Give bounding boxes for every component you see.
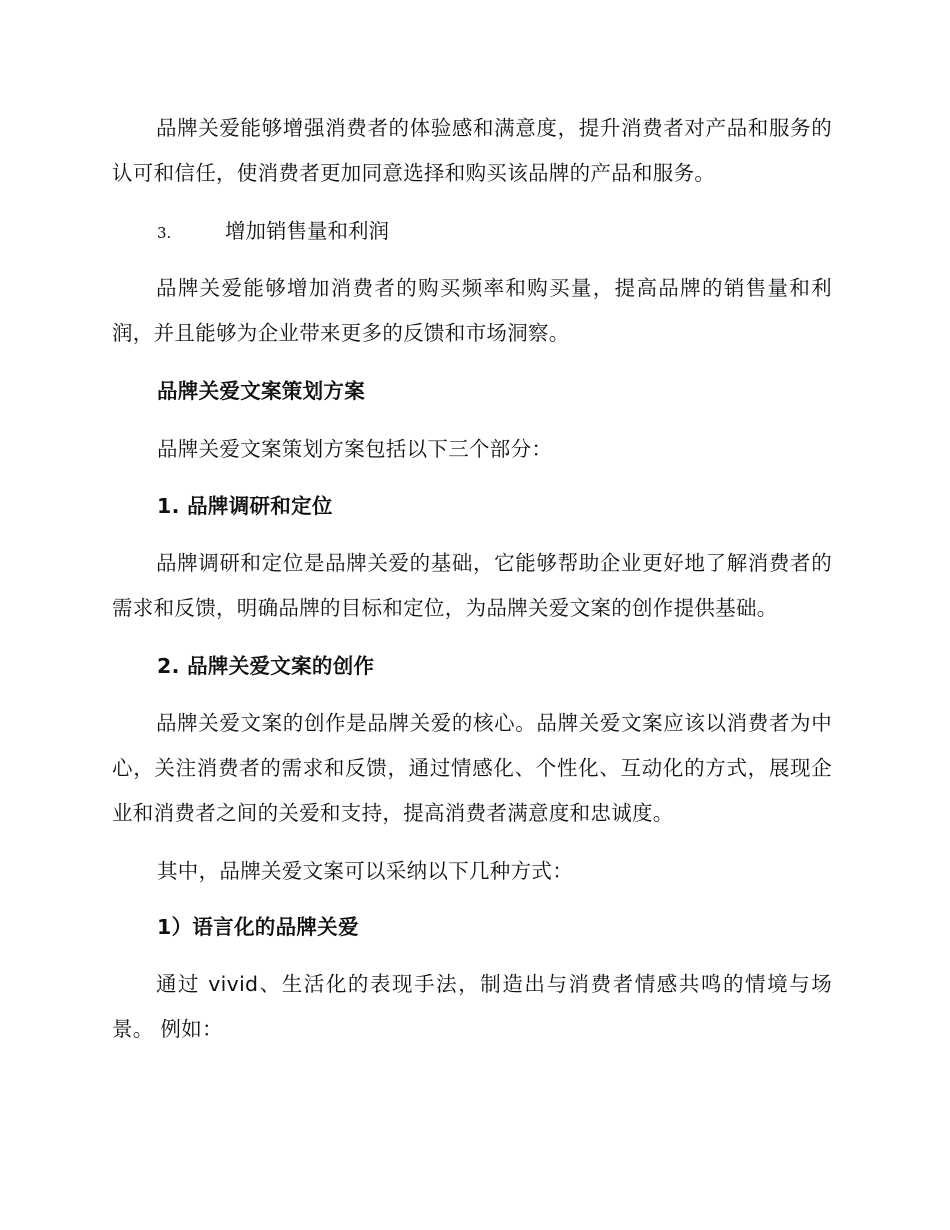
paragraph-copy-creation: 品牌关爱文案的创作是品牌关爱的核心。品牌关爱文案应该以消费者为中心，关注消费者的需求和反馈，通过情感化、个性化、互动化的方式，展现企业和消费者之间的关爱和支持，提高消费者满意度和忠诚度。 xyxy=(112,711,832,825)
item-number: 3. xyxy=(157,224,172,242)
paragraph-plan-intro: 品牌关爱文案策划方案包括以下三个部分： xyxy=(157,437,553,461)
numbered-item-3 xyxy=(157,216,389,248)
item-label: 增加销售量和利润 xyxy=(225,219,389,243)
paragraph-sales-profit: 品牌关爱能够增加消费者的购买频率和购买量，提高品牌的销售量和利润，并且能够为企业带来更多的反馈和市场洞察。 xyxy=(112,276,832,345)
section-heading-plan: 品牌关爱文案策划方案 xyxy=(157,379,365,403)
subheading-copy-creation: 2. 品牌关爱文案的创作 xyxy=(157,654,375,678)
paragraph-research-positioning: 品牌调研和定位是品牌关爱的基础，它能够帮助企业更好地了解消费者的需求和反馈，明确品牌的目标和定位，为品牌关爱文案的创作提供基础。 xyxy=(112,551,832,620)
subheading-verbal-brand-care: 1）语言化的品牌关爱 xyxy=(157,915,359,939)
paragraph-brand-care-satisfaction: 品牌关爱能够增强消费者的体验感和满意度，提升消费者对产品和服务的认可和信任，使消费者更加同意选择和购买该品牌的产品和服务。 xyxy=(112,116,832,185)
paragraph-methods-intro: 其中，品牌关爱文案可以采纳以下几种方式： xyxy=(157,859,573,883)
subheading-research-positioning: 1. 品牌调研和定位 xyxy=(157,494,333,518)
paragraph-verbal-example: 通过 vivid、生活化的表现手法，制造出与消费者情感共鸣的情境与场景。 例如： xyxy=(112,972,832,1041)
